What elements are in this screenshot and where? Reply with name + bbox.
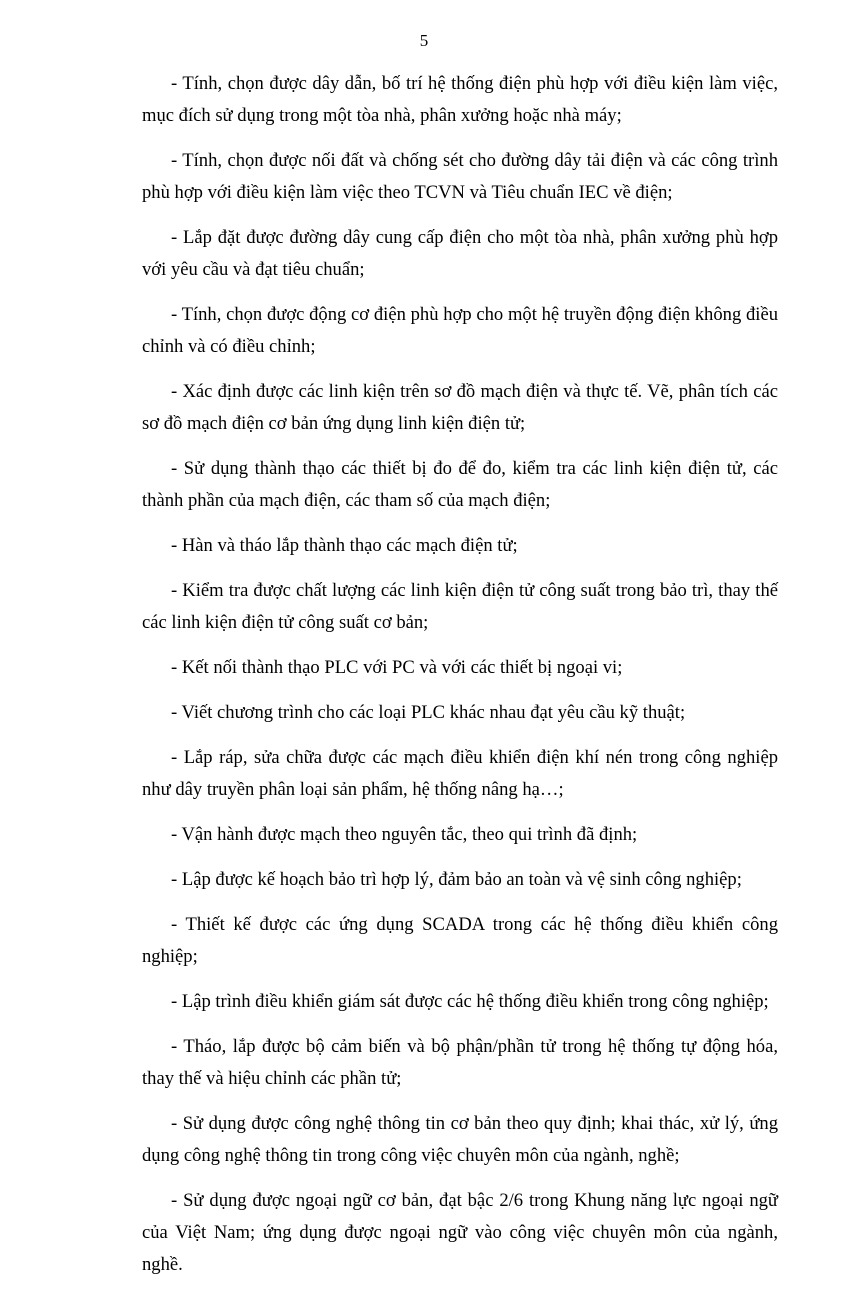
paragraph-it-skills: - Sử dụng được công nghệ thông tin cơ bản theo quy định; khai thác, xử lý, ứng dụng công nghệ thông tin trong công việc chuyên môn của ngành, nghề; [142,1113,778,1166]
paragraph-pneumatic-control: - Lắp ráp, sửa chữa được các mạch điều khiển điện khí nén trong công nghiệp như dây truyền phân loại sản phẩm, hệ thống nâng hạ…; [142,747,778,800]
paragraph-grounding-lightning: - Tính, chọn được nối đất và chống sét cho đường dây tải điện và các công trình phù hợp với điều kiện làm việc theo TCVN và Tiêu chuẩn IEC về điện; [142,150,778,203]
paragraph-supply-line-install: - Lắp đặt được đường dây cung cấp điện cho một tòa nhà, phân xưởng phù hợp với yêu cầu và đạt tiêu chuẩn; [142,227,778,280]
paragraph-supervisory-control: - Lập trình điều khiển giám sát được các hệ thống điều khiển trong công nghiệp; [171,991,769,1012]
paragraph-soldering: - Hàn và tháo lắp thành thạo các mạch điện tử; [171,535,518,556]
paragraph-wiring-design: - Tính, chọn được dây dẫn, bố trí hệ thống điện phù hợp với điều kiện làm việc, mục đích sử dụng trong một tòa nhà, phân xưởng hoặc nhà máy; [142,73,778,126]
paragraph-sensor-assembly: - Tháo, lắp được bộ cảm biến và bộ phận/phần tử trong hệ thống tự động hóa, thay thế và hiệu chỉnh các phần tử; [142,1036,778,1089]
page-number: 5 [419,31,429,50]
paragraph-plc-connection: - Kết nối thành thạo PLC với PC và với các thiết bị ngoại vi; [171,657,623,678]
paragraph-circuit-operation: - Vận hành được mạch theo nguyên tắc, theo qui trình đã định; [171,824,638,845]
paragraph-scada-design: - Thiết kế được các ứng dụng SCADA trong các hệ thống điều khiển công nghiệp; [142,914,778,967]
paragraph-foreign-language: - Sử dụng được ngoại ngữ cơ bản, đạt bậc 2/6 trong Khung năng lực ngoại ngữ của Việt Nam; ứng dụng được ngoại ngữ vào công việc chuyên môn của ngành, nghề. [142,1190,778,1275]
paragraph-power-electronics: - Kiểm tra được chất lượng các linh kiện điện tử công suất trong bảo trì, thay thế các linh kiện điện tử công suất cơ bản; [142,580,778,633]
paragraph-measuring-devices: - Sử dụng thành thạo các thiết bị đo để đo, kiểm tra các linh kiện điện tử, các thành phần của mạch điện, các tham số của mạch điện; [142,458,778,511]
paragraph-motor-selection: - Tính, chọn được động cơ điện phù hợp cho một hệ truyền động điện không điều chỉnh và có điều chỉnh; [142,304,778,357]
paragraph-component-identification: - Xác định được các linh kiện trên sơ đồ mạch điện và thực tế. Vẽ, phân tích các sơ đồ mạch điện cơ bản ứng dụng linh kiện điện tử; [142,381,778,434]
document-body [142,68,778,1294]
paragraph-plc-programming: - Viết chương trình cho các loại PLC khác nhau đạt yêu cầu kỹ thuật; [171,702,686,723]
paragraph-maintenance-plan: - Lập được kế hoạch bảo trì hợp lý, đảm bảo an toàn và vệ sinh công nghiệp; [171,869,742,890]
